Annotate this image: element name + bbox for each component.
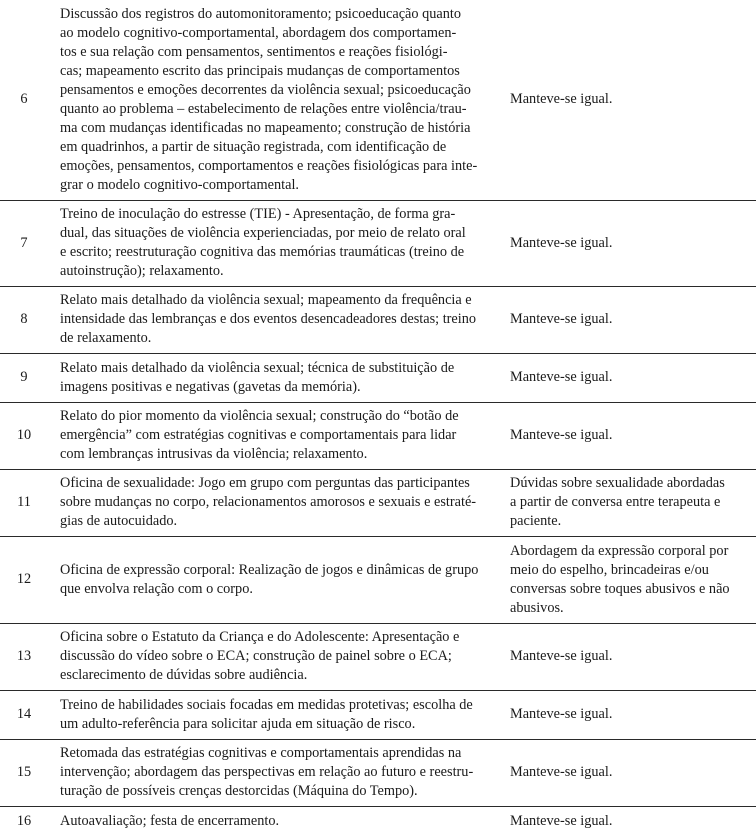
activity-cell [48, 739, 507, 806]
activity-cell [48, 353, 507, 402]
activity-line: Oficina de sexualidade: Jogo em grupo com perguntas das participantes [60, 475, 470, 491]
activity-cell [48, 469, 507, 536]
modification-cell [507, 690, 756, 739]
activity-cell [48, 402, 507, 469]
modification-line: meio do espelho, brincadeiras e/ou [510, 561, 709, 578]
modification-line: Manteve-se igual. [510, 764, 613, 780]
activity-line: imagens positivas e negativas (gavetas da memória). [60, 378, 361, 395]
session-number-cell: 11 [0, 469, 48, 536]
modification-cell [507, 286, 756, 353]
table-row [0, 536, 756, 623]
activity-line: ma com mudanças identificadas no mapeamento; construção de história [60, 119, 471, 136]
activity-line: com lembranças intrusivas da violência; relaxamento. [60, 446, 368, 462]
activity-line: de relaxamento. [60, 330, 152, 346]
modification-line: Abordagem da expressão corporal por [510, 542, 729, 559]
activity-line: emergência” com estratégias cognitivas e comportamentais para lidar [60, 427, 457, 443]
table-row [0, 469, 756, 536]
table-row [0, 623, 756, 690]
activity-line: Oficina sobre o Estatuto da Criança e do Adolescente: Apresentação e [60, 629, 460, 645]
activity-line: intervenção; abordagem das perspectivas em relação ao futuro e reestru- [60, 764, 474, 780]
activity-cell [48, 0, 507, 200]
table-row [0, 690, 756, 739]
session-number-cell: 9 [0, 353, 48, 402]
activity-line: sobre mudanças no corpo, relacionamentos amorosos e sexuais e estraté- [60, 494, 477, 510]
activity-cell [48, 690, 507, 739]
activity-line: gias de autocuidado. [60, 513, 178, 529]
modification-line: paciente. [510, 513, 562, 529]
activity-cell [48, 286, 507, 353]
activity-line: Retomada das estratégias cognitivas e comportamentais aprendidas na [60, 745, 462, 761]
session-number-cell: 8 [0, 286, 48, 353]
activity-line: tos e sua relação com pensamentos, sentimentos e reações fisiológi- [60, 43, 448, 60]
activity-line: quanto ao problema – estabelecimento de relações entre violência/trau- [60, 100, 467, 117]
modification-cell [507, 623, 756, 690]
session-number-cell: 14 [0, 690, 48, 739]
activity-line: Relato do pior momento da violência sexual; construção do “botão de [60, 408, 459, 424]
modification-cell [507, 0, 756, 200]
activity-line: intensidade das lembranças e dos eventos desencadeadores destas; treino [60, 311, 477, 327]
table-row [0, 200, 756, 286]
activity-line: Discussão dos registros do automonitoramento; psicoeducação quanto [60, 5, 462, 22]
table-row [0, 0, 756, 200]
activity-cell [48, 536, 507, 623]
table-row [0, 739, 756, 806]
modification-line: Manteve-se igual. [510, 812, 613, 829]
session-number-cell: 16 [16, 812, 32, 829]
activity-line: esclarecimento de dúvidas sobre audiência. [60, 667, 308, 683]
activity-line: Treino de habilidades sociais focadas em medidas protetivas; escolha de [60, 696, 473, 713]
table-row [0, 353, 756, 402]
activity-line: discussão do vídeo sobre o ECA; construção de painel sobre o ECA; [60, 648, 452, 664]
activity-line: autoinstrução); relaxamento. [60, 263, 224, 279]
activity-line: em quadrinhos, a partir de situação registrada, com identificação de [60, 138, 447, 155]
session-number-cell: 7 [0, 200, 48, 286]
modification-line: conversas sobre toques abusivos e não [510, 580, 730, 597]
table-row [0, 402, 756, 469]
activity-line: grar o modelo cognitivo-comportamental. [60, 176, 300, 193]
activity-cell [48, 806, 507, 836]
modification-line: a partir de conversa entre terapeuta e [510, 494, 721, 510]
session-number-cell: 15 [0, 739, 48, 806]
activity-line: Relato mais detalhado da violência sexual; técnica de substituição de [60, 359, 455, 376]
activity-cell [48, 200, 507, 286]
activity-line: pensamentos e emoções decorrentes da violência sexual; psicoeducação [60, 81, 471, 98]
modification-line: Manteve-se igual. [510, 91, 613, 108]
activity-line: Relato mais detalhado da violência sexual; mapeamento da frequência e [60, 292, 472, 308]
modification-line: Manteve-se igual. [510, 234, 613, 251]
session-number-cell: 10 [0, 402, 48, 469]
table-row [0, 286, 756, 353]
activity-line: ao modelo cognitivo-comportamental, abordagem dos comportamen- [60, 24, 457, 41]
modification-cell [507, 402, 756, 469]
modification-cell [507, 200, 756, 286]
session-number-cell: 6 [0, 0, 48, 200]
table-row [0, 806, 756, 836]
activity-line: e escrito; reestruturação cognitiva das memórias traumáticas (treino de [60, 244, 465, 260]
modification-cell [507, 806, 756, 836]
modification-line: Manteve-se igual. [510, 369, 613, 385]
modification-cell [507, 536, 756, 623]
activity-line: Oficina de expressão corporal: Realização de jogos e dinâmicas de grupo [60, 561, 479, 578]
modification-line: Manteve-se igual. [510, 427, 613, 443]
modification-line: Manteve-se igual. [510, 311, 613, 327]
modification-cell [507, 739, 756, 806]
activity-line: emoções, pensamentos, comportamentos e reações fisiológicas para inte- [60, 157, 478, 174]
activity-line: cas; mapeamento escrito das principais mudanças de comportamentos [60, 62, 460, 79]
modification-line: Manteve-se igual. [510, 706, 613, 722]
activity-line: dual, das situações de violência experienciadas, por meio de relato oral [60, 225, 466, 241]
modification-line: Dúvidas sobre sexualidade abordadas [510, 475, 725, 491]
modification-line: Manteve-se igual. [510, 648, 613, 664]
session-number-cell: 13 [0, 623, 48, 690]
activity-line: que envolva relação com o corpo. [60, 580, 253, 597]
modification-cell [507, 353, 756, 402]
activity-line: Treino de inoculação do estresse (TIE) - Apresentação, de forma gra- [60, 206, 456, 222]
modification-cell [507, 469, 756, 536]
activity-line: um adulto-referência para solicitar ajuda em situação de risco. [60, 715, 416, 732]
modification-line: abusivos. [510, 599, 564, 616]
activity-line: Autoavaliação; festa de encerramento. [60, 812, 280, 829]
activity-line: turação de possíveis crenças destorcidas (Máquina do Tempo). [60, 783, 418, 799]
activity-cell [48, 623, 507, 690]
session-number-cell: 12 [0, 536, 48, 623]
